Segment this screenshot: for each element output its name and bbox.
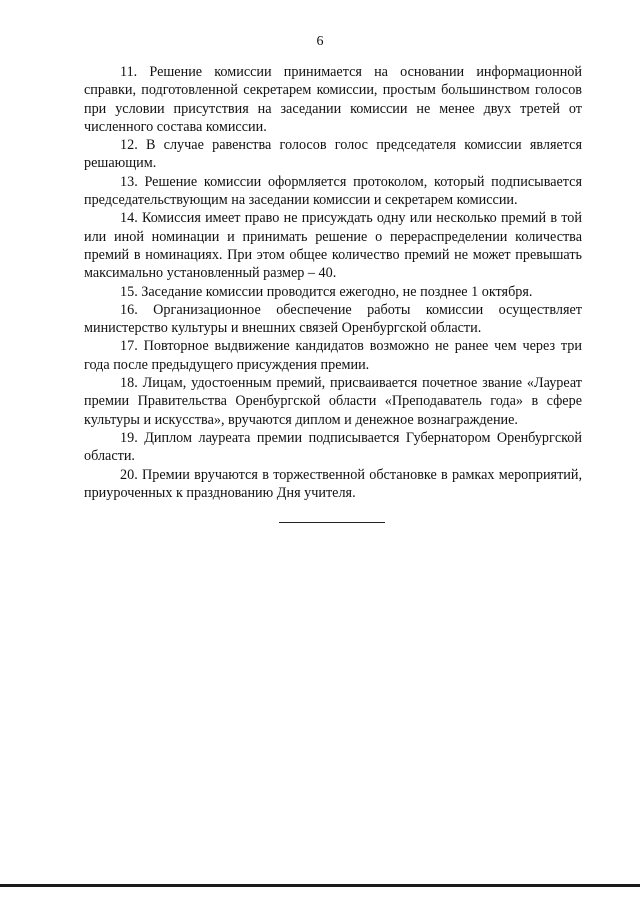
paragraph-11: 11. Решение комиссии принимается на основании информационной справки, подготовленной секретарем комиссии, простым большинством голосов при условии присутствия на заседании комиссии не менее двух третей от численного состава комиссии.: [84, 64, 582, 135]
paragraph-15: 15. Заседание комиссии проводится ежегодно, не позднее 1 октября.: [120, 283, 533, 300]
end-divider-line: [279, 522, 385, 523]
paragraph-14: 14. Комиссия имеет право не присуждать одну или несколько премий в той или иной номинации и принимать решение о перераспределении количества премий в номинациях. При этом общее количество премий не может превышать максимально установленный размер – 40.: [84, 210, 582, 282]
paragraph-12: 12. В случае равенства голосов голос председателя комиссии является решающим.: [84, 137, 582, 172]
paragraph-19: 19. Диплом лауреата премии подписывается Губернатором Оренбургской области.: [84, 429, 582, 465]
document-body: [84, 63, 582, 502]
page-number: 6: [316, 34, 324, 49]
paragraph-18: 18. Лицам, удостоенным премий, присваивается почетное звание «Лауреат премии Правительства Оренбургской области «Преподаватель года» в сфере культуры и искусства», вручаются диплом и денежное вознаграждение.: [84, 375, 582, 428]
paragraph-13: 13. Решение комиссии оформляется протоколом, который подписывается председательствующим на заседании комиссии и секретарем комиссии.: [84, 173, 582, 209]
paragraph-20: 20. Премии вручаются в торжественной обстановке в рамках мероприятий, приуроченных к празднованию Дня учителя.: [84, 466, 582, 501]
paragraph-16: 16. Организационное обеспечение работы комиссии осуществляет министерство культуры и внешних связей Оренбургской области.: [84, 301, 582, 337]
paragraph-17: 17. Повторное выдвижение кандидатов возможно не ранее чем через три года после предыдущего присуждения премии.: [84, 338, 582, 373]
page-bottom-border: [0, 884, 640, 887]
